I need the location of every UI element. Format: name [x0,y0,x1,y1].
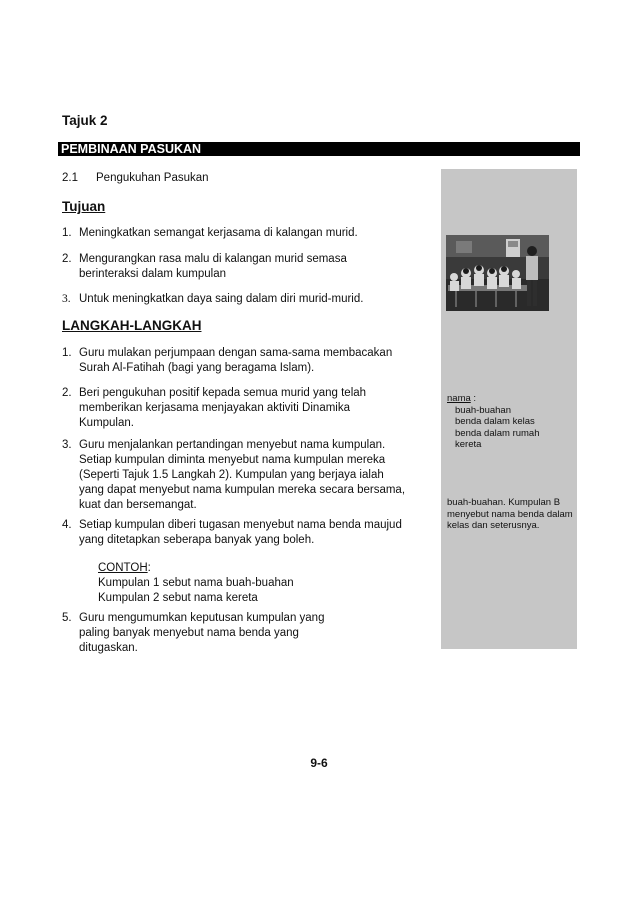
subsection-heading [62,172,209,184]
subsection-number: 2.1 [62,172,78,184]
topic-title: Tajuk 2 [62,113,108,128]
item-line: Setiap kumpulan diminta menyebut nama kumpulan mereka [79,454,386,466]
item-number: 3. [62,439,72,451]
note2-line: menyebut nama benda dalam [447,508,573,520]
tujuan-item-2 [62,252,418,282]
example-line: Kumpulan 1 sebut nama buah-buahan [98,577,294,589]
subsection-title: Pengukuhan Pasukan [96,172,209,184]
item-line: (Seperti Tajuk 1.5 Langkah 2). Kumpulan yang berjaya ialah [79,469,384,481]
item-line: ditugaskan. [79,642,138,654]
langkah-item-1 [62,346,418,376]
item-number: 2. [62,387,72,399]
example-block [98,561,294,606]
page-number: 9-6 [310,756,328,770]
item-line: Beri pengukuhan positif kepada semua murid yang telah [79,387,367,399]
note-item: kereta [455,439,482,450]
example-label: CONTOH [98,562,148,574]
langkah-item-3 [62,438,418,513]
langkah-item-4 [62,518,418,548]
note-key: nama [447,393,471,404]
example-line: Kumpulan 2 sebut nama kereta [98,592,258,604]
langkah-item-2 [62,386,418,431]
note-item: benda dalam rumah [455,427,540,439]
tujuan-heading: Tujuan [62,199,106,214]
item-number: 1. [62,227,72,239]
langkah-item-5 [62,611,418,656]
item-line: Guru mengumumkan keputusan kumpulan yang [79,612,325,624]
item-line: paling banyak menyebut nama benda yang [79,627,299,639]
note-colon: : [470,393,477,404]
item-number: 3. [62,293,71,305]
item-line: Mengurangkan rasa malu di kalangan murid semasa [79,253,347,265]
item-number: 5. [62,612,72,624]
item-line: Untuk meningkatkan daya saing dalam diri murid-murid. [79,293,364,305]
item-line: Kumpulan. [79,417,134,429]
note-item: benda dalam kelas [455,416,535,427]
item-line: Guru menjalankan pertandingan menyebut nama kumpulan. [79,439,386,451]
section-banner: PEMBINAAN PASUKAN [58,142,580,156]
note-item: buah-buahan [455,404,511,416]
item-line: berinteraksi dalam kumpulan [79,268,227,280]
tujuan-item-3 [62,292,418,307]
item-line: kuat dan bersemangat. [79,499,197,511]
langkah-heading: LANGKAH-LANGKAH [62,318,202,333]
item-line: Surah Al-Fatihah (bagi yang beragama Islam). [79,362,315,374]
sidebar-note-2 [447,497,577,532]
classroom-photo [446,235,549,311]
item-line: yang ditetapkan seberapa banyak yang boleh. [79,534,315,546]
note2-line: buah-buahan. Kumpulan B [447,497,561,508]
tujuan-item-1 [62,226,418,241]
sidebar-note [447,393,540,451]
item-line: yang dapat menyebut nama kumpulan mereka secara bersama, [79,484,406,496]
item-line: memberikan kerjasama menjayakan aktiviti Dinamika [79,402,350,414]
item-line: Guru mulakan perjumpaan dengan sama-sama membacakan [79,347,393,359]
item-number: 1. [62,347,72,359]
item-number: 2. [62,253,72,265]
item-number: 4. [62,519,72,531]
note2-line: kelas dan seterusnya. [447,520,540,531]
item-line: Meningkatkan semangat kerjasama di kalangan murid. [79,227,358,239]
item-line: Setiap kumpulan diberi tugasan menyebut nama benda maujud [79,519,402,531]
example-colon: : [147,562,151,574]
